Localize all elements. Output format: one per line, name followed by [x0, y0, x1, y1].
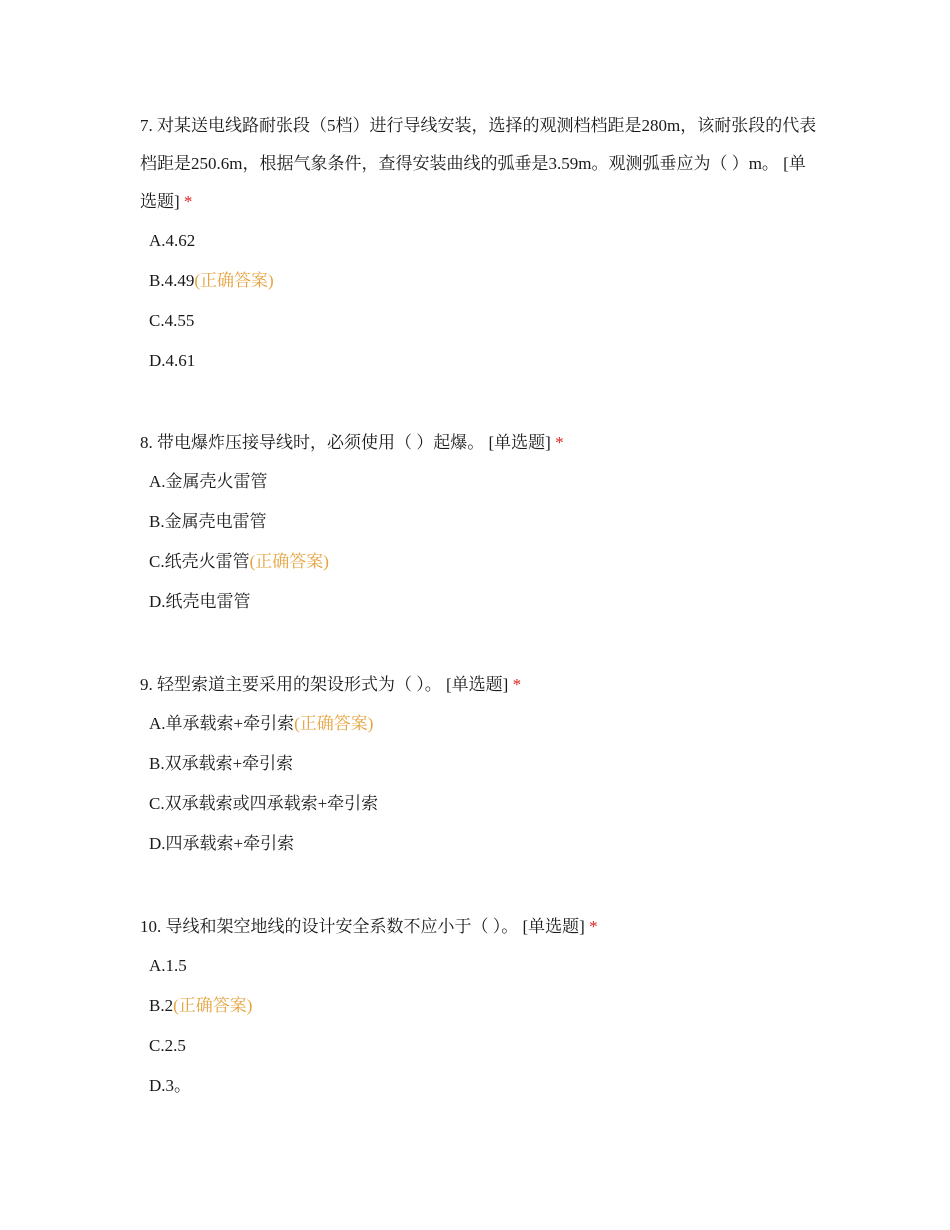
option-label: C.2.5	[149, 1036, 186, 1055]
question-text: 7. 对某送电线路耐张段（5档）进行导线安装，选择的观测档档距是280m，该耐张段的代表档距是250.6m，根据气象条件，查得安装曲线的弧垂是3.59m。观测弧垂应为（ ）m。 [单选题]	[140, 116, 817, 211]
option-label: A.单承载索+牵引索	[149, 714, 295, 733]
option-c[interactable]	[149, 307, 820, 347]
option-d[interactable]	[149, 1072, 820, 1112]
question-stem	[140, 908, 820, 946]
required-asterisk: *	[555, 433, 564, 452]
option-c[interactable]	[149, 1032, 820, 1072]
option-label: A.金属壳火雷管	[149, 472, 268, 491]
option-list	[140, 227, 820, 387]
option-b[interactable]	[149, 508, 820, 548]
question-9	[140, 666, 820, 870]
question-stem	[140, 666, 820, 704]
option-label: D.4.61	[149, 351, 196, 370]
question-text: 10. 导线和架空地线的设计安全系数不应小于（ ）。 [单选题]	[140, 917, 590, 936]
question-stem	[140, 424, 820, 462]
question-10	[140, 908, 820, 1112]
correct-answer-tag: (正确答案)	[249, 552, 329, 571]
option-label: D.四承载索+牵引索	[149, 834, 295, 853]
option-list	[140, 710, 820, 870]
question-8	[140, 424, 820, 628]
option-label: B.双承载索+牵引索	[149, 754, 294, 773]
option-list	[140, 468, 820, 628]
option-label: B.2	[149, 996, 174, 1015]
question-text: 9. 轻型索道主要采用的架设形式为（ ）。 [单选题]	[140, 675, 513, 694]
option-label: D.纸壳电雷管	[149, 592, 251, 611]
option-a[interactable]	[149, 952, 820, 992]
correct-answer-tag: (正确答案)	[294, 714, 374, 733]
option-label: A.4.62	[149, 231, 196, 250]
option-label: C.4.55	[149, 311, 195, 330]
option-c[interactable]	[149, 790, 820, 830]
option-label: D.3。	[149, 1076, 192, 1095]
option-b[interactable]	[149, 992, 820, 1032]
option-b[interactable]	[149, 267, 820, 307]
option-a[interactable]	[149, 710, 820, 750]
option-a[interactable]	[149, 468, 820, 508]
option-c[interactable]	[149, 548, 820, 588]
option-a[interactable]	[149, 227, 820, 267]
option-list	[140, 952, 820, 1112]
option-label: C.纸壳火雷管	[149, 552, 250, 571]
option-label: B.4.49	[149, 271, 195, 290]
option-label: C.双承载索或四承载索+牵引索	[149, 794, 379, 813]
required-asterisk: *	[589, 917, 598, 936]
question-text: 8. 带电爆炸压接导线时，必须使用（ ）起爆。 [单选题]	[140, 433, 556, 452]
required-asterisk: *	[183, 192, 193, 211]
option-b[interactable]	[149, 750, 820, 790]
correct-answer-tag: (正确答案)	[173, 996, 253, 1015]
option-d[interactable]	[149, 830, 820, 870]
option-label: B.金属壳电雷管	[149, 512, 267, 531]
option-d[interactable]	[149, 347, 820, 387]
required-asterisk: *	[512, 675, 522, 694]
option-d[interactable]	[149, 588, 820, 628]
option-label: A.1.5	[149, 956, 187, 975]
question-stem	[140, 107, 820, 221]
question-7	[140, 107, 820, 387]
correct-answer-tag: (正确答案)	[194, 271, 274, 290]
